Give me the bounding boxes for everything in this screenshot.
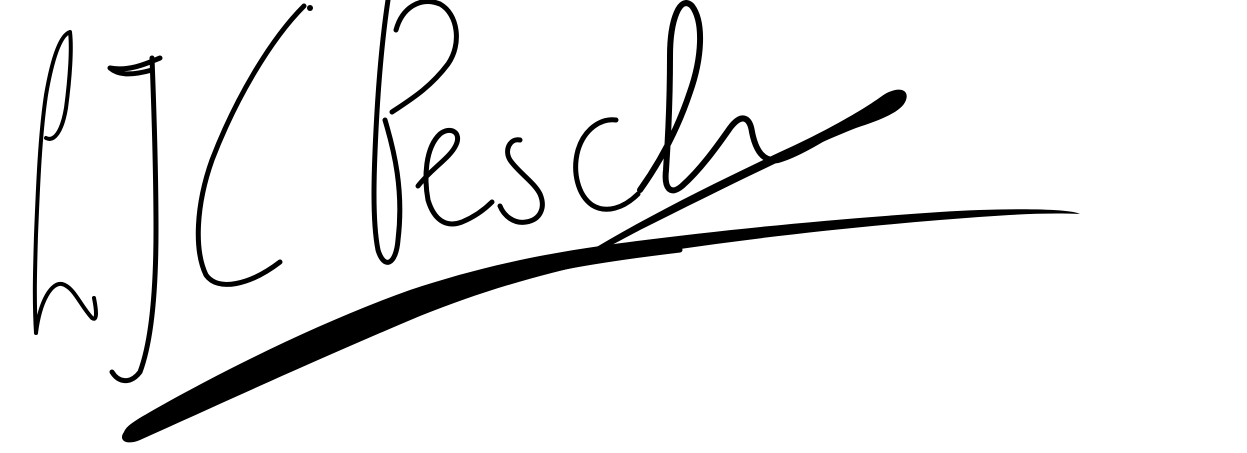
signature-e-stroke [418, 130, 492, 224]
signature-small-c-stroke [576, 120, 638, 209]
signature-initial-left-stroke [35, 32, 96, 333]
signature-s-stroke [500, 140, 542, 223]
signature-underline-stroke [122, 209, 1080, 442]
signature-j-stroke [110, 58, 160, 381]
signature-upper-sweep [560, 90, 907, 270]
signature-dot [307, 5, 313, 11]
signature-h-stroke [640, 3, 860, 190]
signature-c-stroke [198, 6, 304, 284]
